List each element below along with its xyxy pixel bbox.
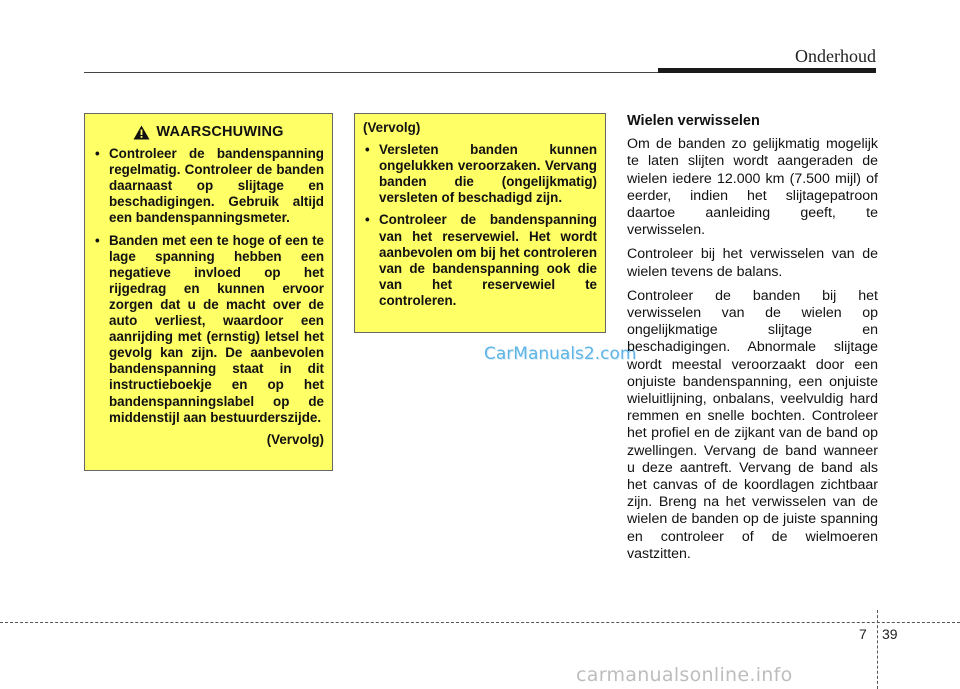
article [627, 113, 878, 570]
watermark-center[interactable]: CarManuals2.com [484, 344, 637, 364]
footer-dashed-rule [0, 622, 960, 623]
bullet-dot-icon: • [365, 212, 370, 228]
warning-continued: (Vervolg) [266, 431, 324, 447]
article-paragraph: Controleer de banden bij het verwisselen van de wielen op ongelijkmatige slijtage en beschadigingen. Abnormale slijtage wordt meestal veroorzaakt door een onjuiste bandenspanning, een onjuiste wieluitlijning, onbalans, veelvuldig hard remmen en snelle bochten. Controleer het profiel en de zijkant van de band op zwellingen. Vervang de band wanneer u deze aantreft. Vervang de band als het canvas of de koordlagen zichtbaar zijn. Breng na het verwisselen van de wielen de banden op de juiste spanning en controleer of de wielmoeren vastzitten. [627, 287, 878, 562]
article-paragraph: Controleer bij het verwisselen van de wielen tevens de balans. [627, 246, 878, 280]
article-title: Wielen verwisselen [627, 113, 760, 129]
warning-bullet [93, 146, 324, 226]
warning-box [84, 113, 333, 471]
header-rule-thick [658, 68, 876, 73]
footer-dashed-divider [877, 610, 878, 689]
bullet-dot-icon: • [95, 232, 100, 248]
continued-bullet [363, 212, 597, 309]
continued-heading: (Vervolg) [363, 120, 421, 135]
continued-bullet [363, 142, 597, 206]
section-title: Onderhoud [795, 46, 876, 66]
page-chapter-number: 7 [859, 626, 867, 642]
page-number: 39 [882, 626, 898, 642]
continued-box [354, 113, 606, 333]
continued-bullet-text: Versleten banden kunnen ongelukken veroorzaken. Vervang banden die (ongelijkmatig) versleten of beschadigd zijn. [379, 142, 597, 206]
watermark-bottom[interactable]: carmanualsonline.info [576, 664, 793, 686]
bullet-dot-icon: • [95, 146, 100, 162]
warning-triangle-icon [133, 125, 150, 140]
warning-heading [93, 124, 324, 140]
article-paragraph: Om de banden zo gelijkmatig mogelijk te laten slijten wordt aangeraden de wielen iedere 12.000 km (7.500 mijl) of eerder, indien het slijtagepatroon daartoe aanleiding geeft, te verwisselen. [627, 136, 878, 239]
bullet-dot-icon: • [365, 142, 370, 158]
warning-bullet-text: Banden met een te hoge of een te lage spanning hebben een negatieve invloed op het rijgedrag en kunnen ervoor zorgen dat u de macht over de auto verliest, waardoor een aanrijding met (ernstig) letsel het gevolg kan zijn. De aanbevolen bandenspanning staat in dit instructieboekje en op het bandenspanningslabel op de middenstijl aan bestuurderszijde. [109, 232, 324, 425]
warning-bullet-text: Controleer de bandenspanning regelmatig. Controleer de banden daarnaast op slijtage en beschadigingen. Gebruik altijd een bandenspanningsmeter. [109, 146, 324, 226]
warning-bullet [93, 233, 324, 426]
warning-heading-text: WAARSCHUWING [156, 124, 284, 140]
continued-bullet-text: Controleer de bandenspanning van het reservewiel. Het wordt aanbevolen om bij het controleren van de bandenspanning ook die van het reservewiel te controleren. [379, 212, 598, 308]
